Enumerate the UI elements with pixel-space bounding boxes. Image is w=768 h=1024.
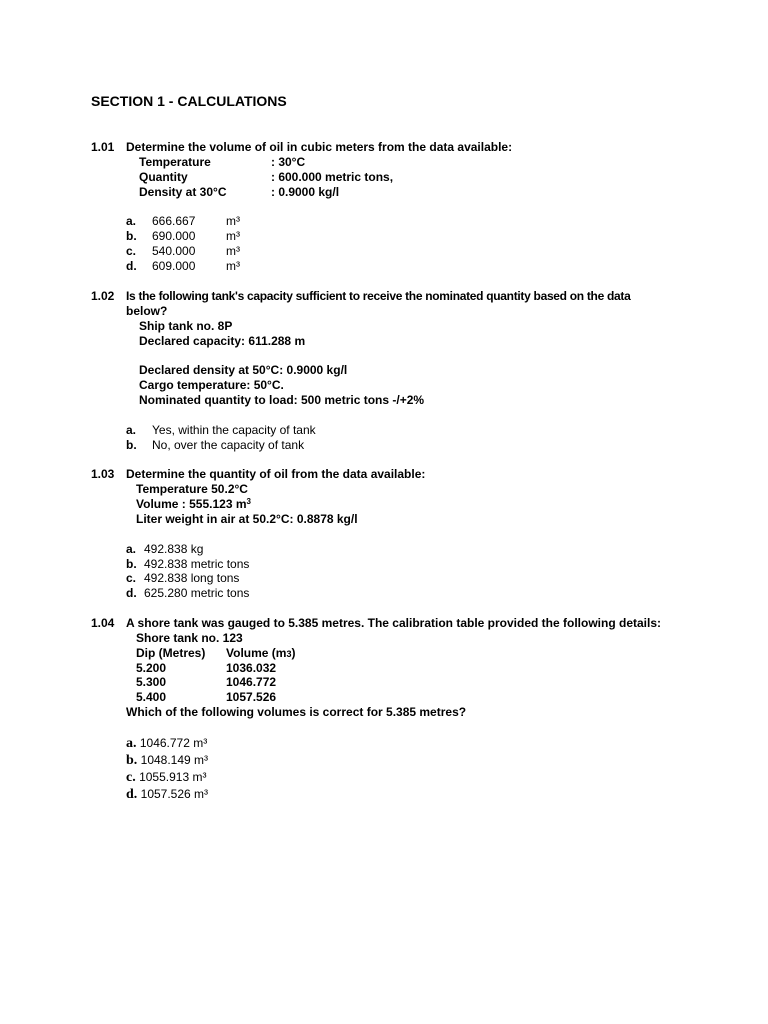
- option-letter: c.: [126, 571, 137, 585]
- detail-line: Cargo temperature: 50°C.: [139, 378, 284, 392]
- table-cell-volume: 1036.032: [226, 661, 277, 675]
- data-value: : 600.000 metric tons,: [271, 170, 394, 184]
- option-text: 492.838 kg: [144, 542, 204, 556]
- data-value: : 30°C: [271, 155, 306, 169]
- option-row: [126, 736, 207, 751]
- data-label: Temperature: [139, 155, 211, 169]
- volume-label: Volume (m: [226, 646, 287, 660]
- option-text: 1055.913 m³: [139, 770, 207, 784]
- table-cell-dip: 5.200: [136, 661, 167, 675]
- option-text: 1048.149 m³: [140, 753, 209, 767]
- option-text: No, over the capacity of tank: [152, 438, 305, 452]
- section-title: SECTION 1 - CALCULATIONS: [91, 93, 287, 109]
- option-text: 492.838 metric tons: [144, 557, 250, 571]
- detail-line: [136, 497, 251, 512]
- option-row: [126, 787, 208, 802]
- option-letter: a.: [126, 542, 137, 556]
- option-letter: a.: [126, 423, 137, 437]
- detail-line: Ship tank no. 8P: [139, 319, 233, 333]
- table-cell-dip: 5.400: [136, 690, 167, 704]
- table-cell-dip: 5.300: [136, 675, 167, 689]
- question-number: 1.02: [91, 289, 115, 303]
- table-cell-volume: 1057.526: [226, 690, 277, 704]
- subscript-3: 3: [286, 649, 292, 659]
- option-letter: b.: [126, 753, 138, 768]
- detail-line: Declared capacity: 611.288 m: [139, 334, 306, 348]
- option-letter: d.: [126, 259, 137, 273]
- option-letter: c.: [126, 770, 136, 785]
- question-text-continued: below?: [126, 304, 168, 318]
- table-header-dip: Dip (Metres): [136, 646, 206, 660]
- table-header-volume: [226, 646, 295, 662]
- data-value: : 0.9000 kg/l: [271, 185, 340, 199]
- detail-volume: Volume : 555.123 m: [136, 497, 247, 511]
- tank-label: Shore tank no. 123: [136, 631, 243, 645]
- question-text: Determine the quantity of oil from the data available:: [126, 467, 426, 481]
- table-cell-volume: 1046.772: [226, 675, 277, 689]
- option-text: 492.838 long tons: [144, 571, 240, 585]
- option-letter: d.: [126, 787, 138, 802]
- superscript-3: 3: [246, 497, 251, 506]
- option-text: 625.280 metric tons: [144, 586, 250, 600]
- option-text: 1046.772 m³: [139, 736, 208, 750]
- option-value: 690.000: [152, 229, 196, 243]
- option-value: 540.000: [152, 244, 196, 258]
- option-letter: c.: [126, 244, 137, 258]
- volume-label-close: ): [291, 646, 296, 660]
- question-number: 1.01: [91, 140, 115, 154]
- option-letter: b.: [126, 557, 137, 571]
- detail-line: Liter weight in air at 50.2°C: 0.8878 kg/l: [136, 512, 358, 526]
- detail-line: Nominated quantity to load: 500 metric tons -/+2%: [139, 393, 425, 407]
- option-unit: m³: [226, 214, 240, 228]
- option-unit: m³: [226, 244, 240, 258]
- option-letter: a.: [126, 736, 137, 751]
- detail-line: Temperature 50.2°C: [136, 482, 248, 496]
- option-letter: b.: [126, 229, 137, 243]
- option-row: [126, 753, 208, 768]
- option-letter: a.: [126, 214, 137, 228]
- question-text: Is the following tank's capacity sufficient to receive the nominated quantity based on the data: [126, 289, 631, 303]
- option-value: 666.667: [152, 214, 196, 228]
- option-text: Yes, within the capacity of tank: [152, 423, 316, 437]
- option-text: 1057.526 m³: [140, 787, 209, 801]
- option-letter: b.: [126, 438, 137, 452]
- data-label: Density at 30°C: [139, 185, 227, 199]
- question-number: 1.03: [91, 467, 115, 481]
- question-number: 1.04: [91, 616, 115, 630]
- option-unit: m³: [226, 229, 240, 243]
- question-text: Determine the volume of oil in cubic meters from the data available:: [126, 140, 513, 154]
- detail-line: Declared density at 50°C: 0.9000 kg/l: [139, 363, 348, 377]
- question-text: A shore tank was gauged to 5.385 metres. The calibration table provided the following details:: [126, 616, 662, 630]
- option-letter: d.: [126, 586, 137, 600]
- option-unit: m³: [226, 259, 240, 273]
- question-followup: Which of the following volumes is correct for 5.385 metres?: [126, 705, 467, 719]
- data-label: Quantity: [139, 170, 188, 184]
- option-value: 609.000: [152, 259, 196, 273]
- option-row: [126, 770, 206, 785]
